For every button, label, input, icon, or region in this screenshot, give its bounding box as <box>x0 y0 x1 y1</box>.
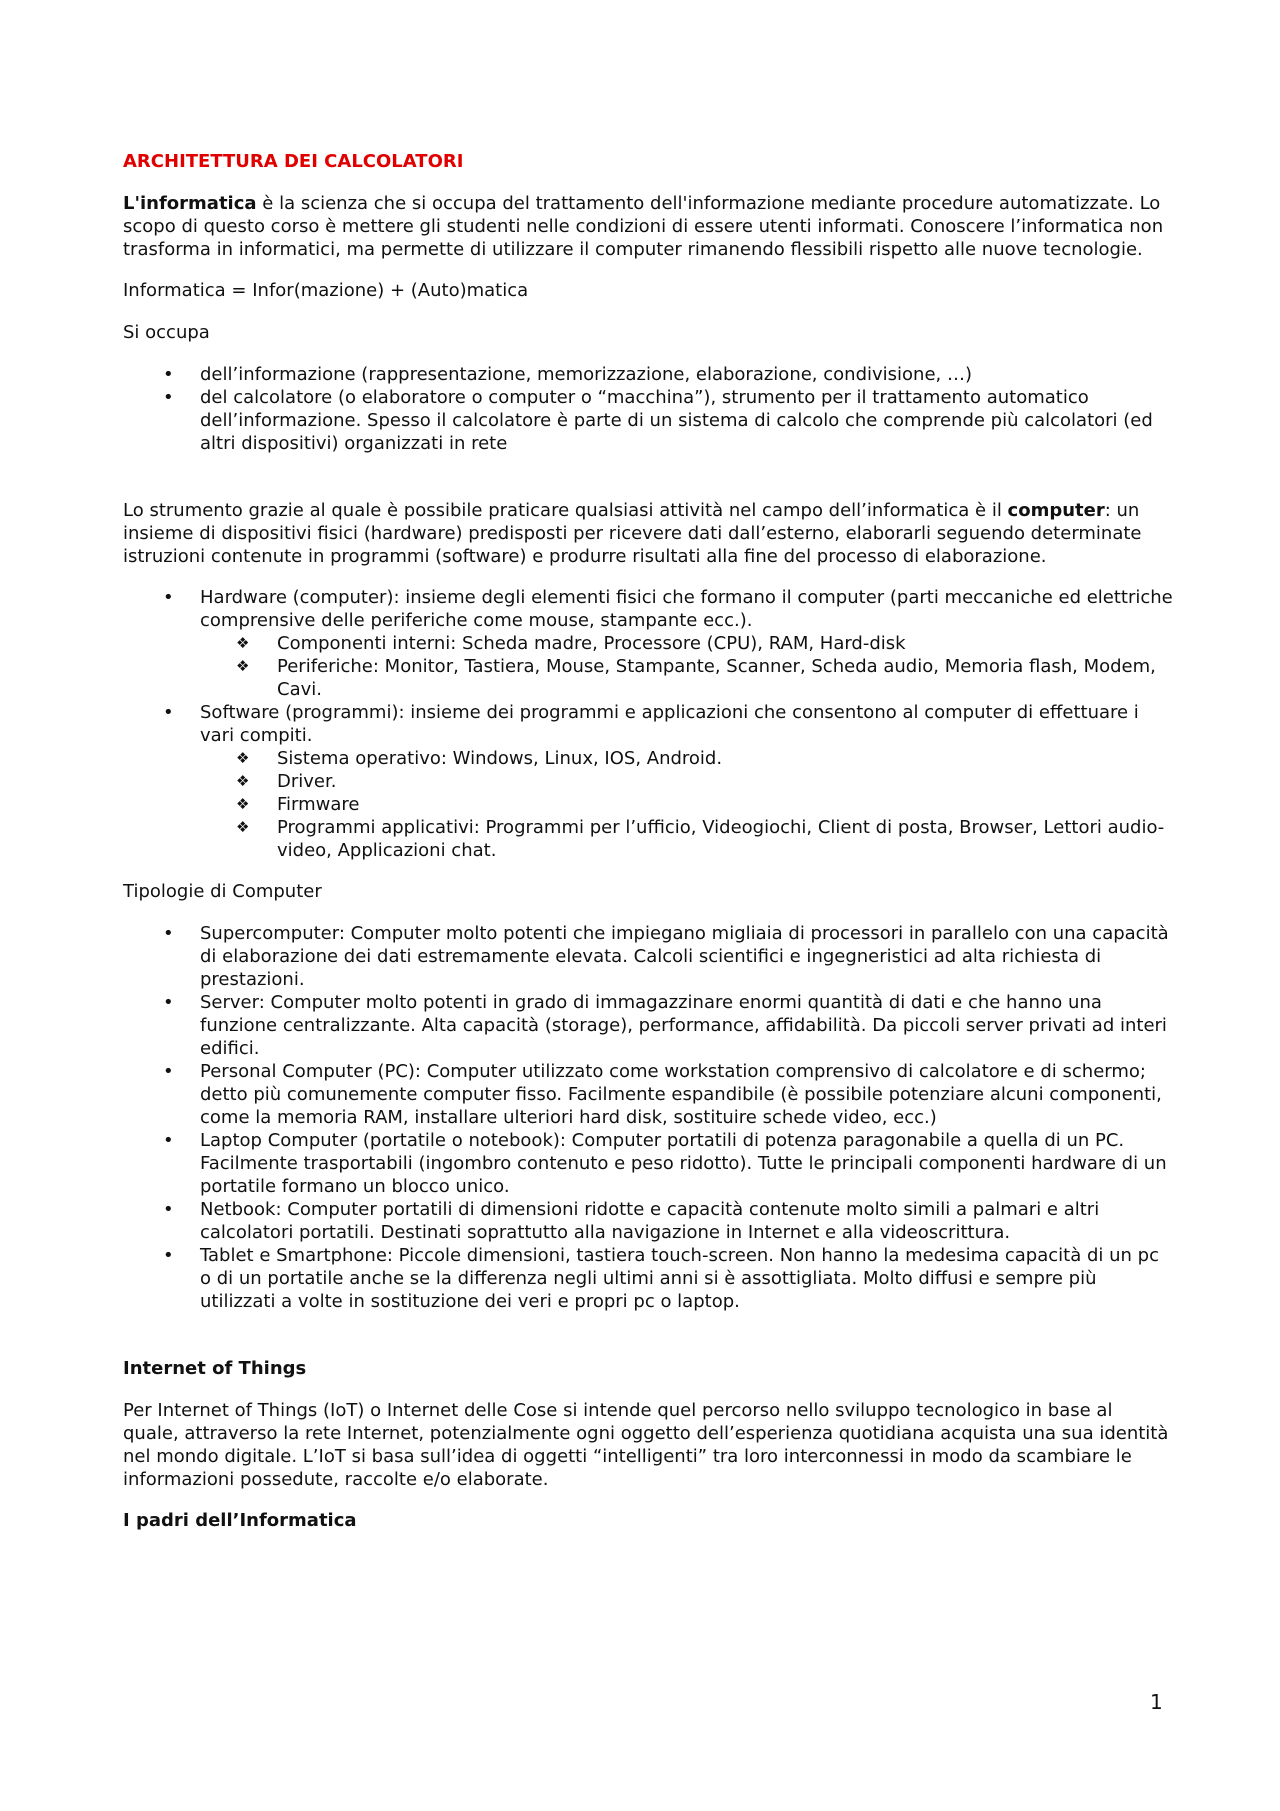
occupa-label: Si occupa <box>123 322 210 343</box>
sub-item <box>200 793 1173 816</box>
list-item-text: Tablet e Smartphone: Piccole dimensioni, tastiera touch-screen. Non hanno la medesima capacità di un pc o di un portatile anche se la differenza negli ultimi anni si è assottigliata. Molto diffusi e sempre più utilizzati a volte in sostituzione dei veri e propri pc o laptop. <box>200 1245 1159 1312</box>
sub-item <box>200 770 1173 793</box>
software-label: Software (programmi): insieme dei programmi e applicazioni che consentono al computer di effettuare i vari compiti. <box>200 702 1139 746</box>
list-item-text: Personal Computer (PC): Computer utilizzato come workstation comprensivo di calcolatore e di schermo; detto più comunemente computer fisso. Facilmente espandibile (è possibile potenziare alcuni componenti, come la memoria RAM, installare ulteriori hard disk, sostituire schede video, ecc.) <box>200 1061 1162 1128</box>
tipologie-list <box>123 922 1173 1313</box>
bullet-icon: • <box>163 587 174 608</box>
padri-heading: I padri dell’Informatica <box>123 1510 357 1531</box>
bullet-icon: • <box>163 1199 174 1220</box>
list-item <box>123 386 1173 455</box>
sub-item-text: Periferiche: Monitor, Tastiera, Mouse, Stampante, Scanner, Scheda audio, Memoria flash, Modem, Cavi. <box>277 656 1156 700</box>
list-item-hardware <box>123 586 1173 701</box>
document-title: ARCHITETTURA DEI CALCOLATORI <box>123 151 464 172</box>
intro-paragraph <box>123 192 1173 261</box>
bullet-icon: • <box>163 992 174 1013</box>
strumento-pre: Lo strumento grazie al quale è possibile praticare qualsiasi attività nel campo dell’informatica è il <box>123 500 1008 521</box>
hardware-label: Hardware (computer): insieme degli elementi fisici che formano il computer (parti meccaniche ed elettriche comprensive delle periferiche come mouse, stampante ecc.). <box>200 587 1173 631</box>
iot-paragraph: Per Internet of Things (IoT) o Internet delle Cose si intende quel percorso nello sviluppo tecnologico in base al quale, attraverso la rete Internet, potenzialmente ogni oggetto dell’esperienza quotidiana acquista una sua identità nel mondo digitale. L’IoT si basa sull’idea di oggetti “intelligenti” tra loro interconnessi in modo da scambiare le informazioni possedute, raccolte e/o elaborate. <box>123 1400 1169 1490</box>
diamond-bullet-icon: ❖ <box>236 772 250 790</box>
bullet-icon: • <box>163 1245 174 1266</box>
diamond-bullet-icon: ❖ <box>236 818 250 836</box>
list-item-text: Supercomputer: Computer molto potenti che impiegano migliaia di processori in parallelo con una capacità di elaborazione dei dati estremamente elevata. Calcoli scientifici e ingegneristici ad alta richiesta di prestazioni. <box>200 923 1169 990</box>
bullet-icon: • <box>163 364 174 385</box>
sub-item <box>200 747 1173 770</box>
list-item <box>123 1198 1173 1244</box>
list-item <box>123 1060 1173 1129</box>
strumento-bold: computer <box>1007 500 1105 521</box>
bullet-icon: • <box>163 1130 174 1151</box>
list-item <box>123 1244 1173 1313</box>
bullet-icon: • <box>163 387 174 408</box>
bullet-icon: • <box>163 1061 174 1082</box>
list-item-text: dell’informazione (rappresentazione, memorizzazione, elaborazione, condivisione, …) <box>200 364 972 385</box>
list-item-text: Laptop Computer (portatile o notebook): Computer portatili di potenza paragonabile a quella di un PC. Facilmente trasportabili (ingombro contenuto e peso ridotto). Tutte le principali componenti hardware di un portatile formano un blocco unico. <box>200 1130 1167 1197</box>
sub-item-text: Componenti interni: Scheda madre, Processore (CPU), RAM, Hard-disk <box>277 633 906 654</box>
list-item <box>123 1129 1173 1198</box>
spacer <box>123 1331 1173 1357</box>
spacer <box>123 473 1173 499</box>
sub-item <box>200 655 1173 701</box>
diamond-bullet-icon: ❖ <box>236 634 250 652</box>
diamond-bullet-icon: ❖ <box>236 749 250 767</box>
list-item-text: Netbook: Computer portatili di dimensioni ridotte e capacità contenute molto simili a palmari e altri calcolatori portatili. Destinati soprattutto alla navigazione in Internet e alla videoscrittura. <box>200 1199 1100 1243</box>
sub-item-text: Firmware <box>277 794 360 815</box>
bullet-icon: • <box>163 923 174 944</box>
software-sublist <box>200 747 1173 862</box>
sub-item-text: Programmi applicativi: Programmi per l’ufficio, Videogiochi, Client di posta, Browser, Lettori audio-video, Applicazioni chat. <box>277 817 1165 861</box>
intro-bold: L'informatica <box>123 193 257 214</box>
sub-item-text: Driver. <box>277 771 337 792</box>
list-item-text: Server: Computer molto potenti in grado di immagazzinare enormi quantità di dati e che hanno una funzione centralizzante. Alta capacità (storage), performance, affidabilità. Da piccoli server privati ad interi edifici. <box>200 992 1167 1059</box>
hardware-sublist <box>200 632 1173 701</box>
list-item-software <box>123 701 1173 862</box>
list-item <box>123 363 1173 386</box>
formula-line: Informatica = Infor(mazione) + (Auto)matica <box>123 280 529 301</box>
iot-heading: Internet of Things <box>123 1358 307 1379</box>
intro-text: è la scienza che si occupa del trattamento dell'informazione mediante procedure automatizzate. Lo scopo di questo corso è mettere gli studenti nelle condizioni di essere utenti informati. Conoscere l’informatica non trasforma in informatici, ma permette di utilizzare il computer rimanendo flessibili rispetto alle nuove tecnologie. <box>123 193 1164 260</box>
tipologie-label: Tipologie di Computer <box>123 881 322 902</box>
list-item <box>123 922 1173 991</box>
diamond-bullet-icon: ❖ <box>236 657 250 675</box>
list-item <box>123 991 1173 1060</box>
bullet-icon: • <box>163 702 174 723</box>
occupa-list <box>123 363 1173 455</box>
diamond-bullet-icon: ❖ <box>236 795 250 813</box>
page-content <box>123 150 1173 1551</box>
sub-item-text: Sistema operativo: Windows, Linux, IOS, Android. <box>277 748 723 769</box>
strumento-post: : un insieme di dispositivi fisici (hardware) predisposti per ricevere dati dall’esterno, elaborarli seguendo determinate istruzioni contenute in programmi (software) e produrre risultati alla fine del processo di elaborazione. <box>123 500 1142 567</box>
sub-item <box>200 632 1173 655</box>
list-item-text: del calcolatore (o elaboratore o computer o “macchina”), strumento per il trattamento automatico dell’informazione. Spesso il calcolatore è parte di un sistema di calcolo che comprende più calcolatori (ed altri dispositivi) organizzati in rete <box>200 387 1153 454</box>
strumento-paragraph <box>123 499 1173 568</box>
hwsw-list <box>123 586 1173 862</box>
sub-item <box>200 816 1173 862</box>
page-number: 1 <box>1150 1690 1163 1714</box>
